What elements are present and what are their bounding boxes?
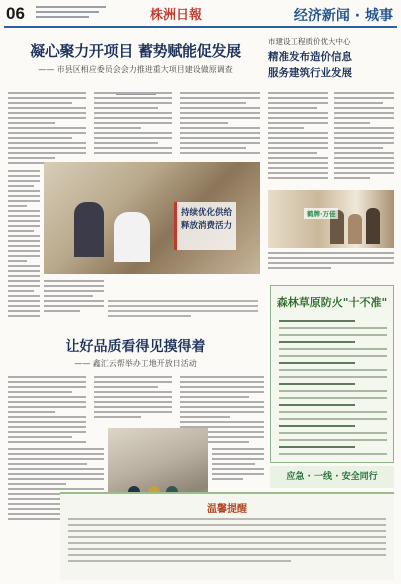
right-story-column-2 — [334, 92, 394, 182]
warm-tip-body — [68, 518, 386, 566]
story2-subhead: —— 鑫汇云帮举办工地开放日活动 — [74, 359, 197, 368]
story2-column-3-cont — [212, 448, 264, 483]
story2-column-2 — [94, 376, 172, 421]
right-story-title[interactable] — [268, 36, 394, 82]
story2-column-1 — [8, 376, 86, 446]
photo-figure — [74, 202, 104, 257]
fire-safety-list — [279, 320, 387, 460]
newspaper-logo: 株洲日報 — [150, 8, 203, 23]
fire-safety-box[interactable] — [270, 285, 394, 463]
photo-caption — [108, 300, 258, 320]
story1-column-1 — [8, 92, 86, 167]
issue-info — [36, 6, 106, 21]
story1-subhead: —— 市县区相应委员会会力推进重大项目建设做原调查 — [38, 65, 233, 74]
right-story-title-line-2: 服务建筑行业发展 — [268, 66, 352, 79]
safety-slogan-box: 应急 · 一线 · 安全同行 — [270, 466, 394, 488]
page-number: 06 — [6, 4, 25, 23]
store-sign: 鹤牌·万佳 — [304, 208, 338, 219]
story1-column-2 — [94, 92, 172, 157]
right-story-photo[interactable] — [268, 190, 394, 248]
fire-safety-title: 森林草原防火"十不准" — [276, 296, 388, 309]
section-title: 经济新闻 · 城事 — [293, 8, 393, 24]
right-story-title-line-1: 精准发布造价信息 — [268, 51, 352, 63]
page-header — [0, 0, 401, 30]
photo-figure — [114, 212, 150, 262]
story1-photo[interactable] — [44, 162, 260, 274]
right-story-kicker: 市建设工程质价优大中心 — [268, 37, 351, 46]
story2-headline[interactable]: 让好品质看得见摸得着 — [65, 339, 206, 355]
photo-overlay-text: 持续优化供给 释放消费活力 — [174, 202, 236, 250]
story1-column-1-cont — [8, 170, 40, 320]
warm-tip-title: 温馨提醒 — [207, 504, 247, 515]
story1-headline[interactable]: 凝心聚力开项目 蓄势赋能促发展 — [30, 42, 241, 60]
story1-column-3 — [180, 92, 260, 157]
right-story-column-1 — [268, 92, 328, 182]
header-rule — [4, 26, 397, 28]
right-story-caption — [268, 252, 394, 272]
story1-column-below-photo — [44, 280, 104, 315]
warm-tip-box[interactable] — [60, 492, 394, 580]
